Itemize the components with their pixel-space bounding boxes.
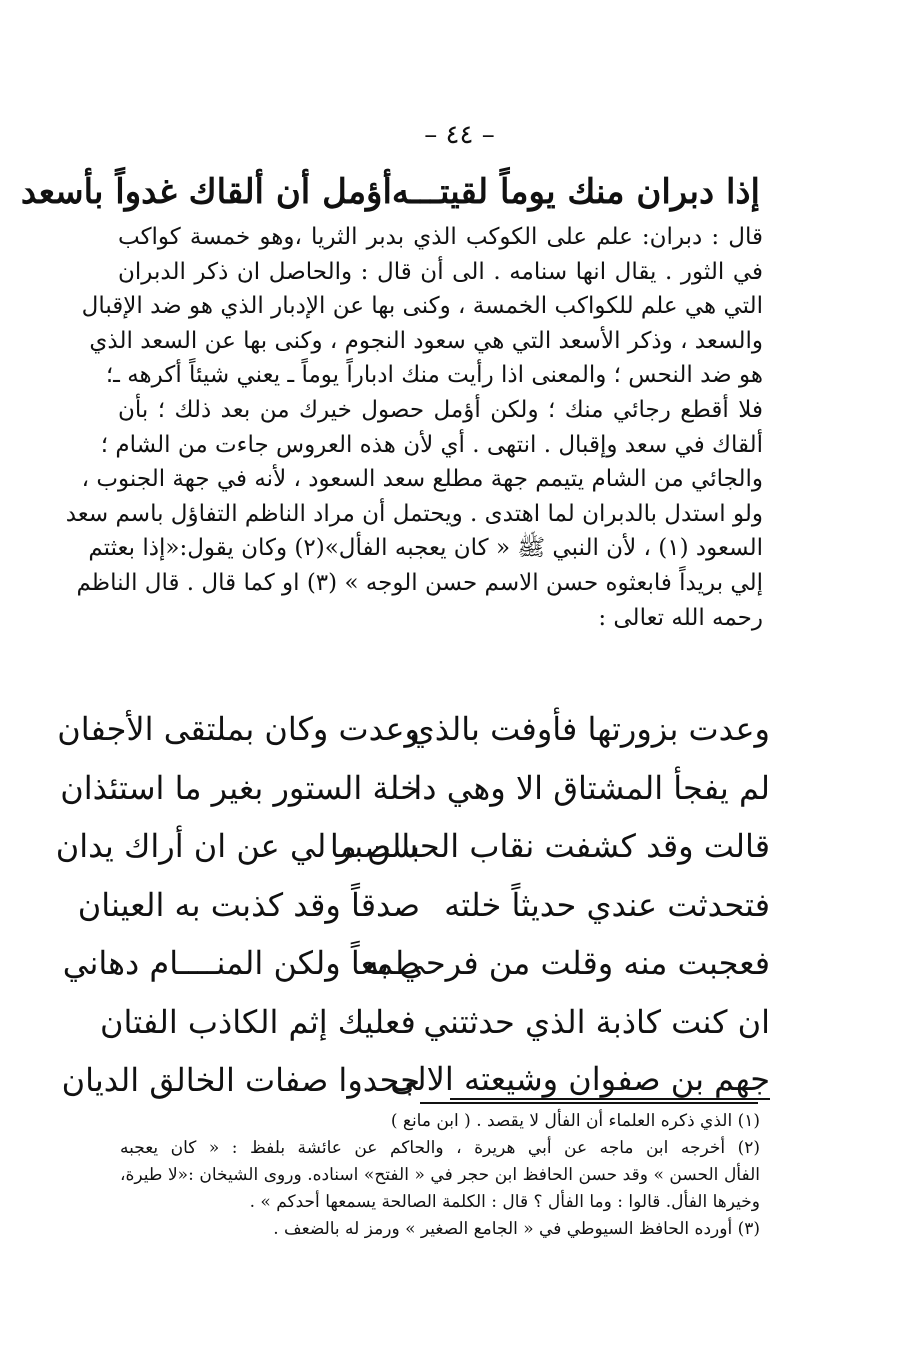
poem-first-hemistich: جهم بن صفوان وشيعته الالى: [390, 1060, 770, 1099]
commentary-line: والسعد ، وذكر الأسعد التي هي سعود النجوم ، وكنى بها عن السعد الذي: [89, 327, 763, 354]
poem-verse: [100, 993, 770, 1052]
opening-verse-first-hemistich: إذا دبران منك يوماً لقيتـــه: [391, 172, 760, 212]
page-number: – ٤٤ –: [424, 120, 495, 150]
commentary-line: ألقاك في سعد وإقبال . انتهى . أي لأن هذه العروس جاءت من الشام ؛: [100, 431, 763, 458]
poem: [55, 700, 770, 1110]
footnote-line: وخيرها الفأل. قالوا : وما الفأل ؟ قال : الكلمة الصالحة يسمعها أحدكم » .: [249, 1192, 760, 1212]
commentary-line: هو ضد النحس ؛ والمعنى اذا رأيت منك ادباراً يوماً ـ يعني شيئاً أكرهه ـ؛: [105, 362, 763, 389]
footnote-line: (٣) أورده الحافظ السيوطي في « الجامع الصغير » ورمز له بالضعف .: [273, 1219, 760, 1239]
poem-verse: [77, 876, 770, 935]
footnote-divider: [420, 1102, 758, 1104]
poem-verse: [60, 759, 770, 818]
commentary-line: السعود (١) ، لأن النبي ﷺ « كان يعجبه الفأل»(٢) وكان يقول:«إذا بعثتم: [88, 535, 763, 562]
commentary-paragraph: [65, 220, 763, 635]
commentary-line: رحمه الله تعالى :: [598, 604, 763, 631]
poem-first-hemistich: قالت وقد كشفت نقاب الحسن ما: [329, 827, 770, 866]
commentary-line: فلا أقطع رجائي منك ؛ ولكن أؤمل حصول خيرك من بعد ذلك ؛ بأن: [118, 396, 763, 423]
footnote-line: الفأل الحسن » وقد حسن الحافظ ابن حجر في « الفتح» اسناده. وروى الشيخان :«لا طيرة،: [120, 1165, 760, 1185]
poem-second-hemistich: فعليك إثم الكاذب الفتان: [100, 1002, 416, 1041]
opening-verse: [20, 168, 760, 216]
poem-verse: [61, 1051, 770, 1110]
commentary-line: إلي بريداً فابعثوه حسن الاسم حسن الوجه » (٣) او كما قال . قال الناظم: [76, 569, 763, 596]
poem-second-hemistich: صدقاً وقد كذبت به العينان: [77, 885, 420, 924]
poem-first-hemistich: فعجبت منه وقلت من فرحي به: [362, 944, 770, 983]
commentary-line: ولو استدل بالدبران لما اهتدى . ويحتمل أن مراد الناظم التفاؤل باسم سعد: [65, 500, 763, 527]
commentary-line: التي هي علم للكواكب الخمسة ، وكنى بها عن الإدبار الذي هو ضد الإقبال: [81, 293, 763, 320]
footnote-line: (١) الذي ذكره العلماء أن الفأل لا يقصد . ( ابن مانع ): [390, 1111, 760, 1131]
poem-first-hemistich: لم يفجأ المشتاق الا وهي دا: [413, 768, 770, 807]
poem-first-hemistich: فتحدثت عندي حديثاً خلته: [444, 885, 770, 924]
poem-verse: [55, 817, 770, 876]
commentary-line: والجائي من الشام يتيمم جهة مطلع سعد السعود ، لأنه في جهة الجنوب ،: [81, 466, 763, 493]
poem-second-hemistich: وعدت وكان بملتقى الأجفان: [57, 710, 420, 749]
opening-verse-second-hemistich: أؤمل أن ألقاك غدواً بأسعد: [20, 172, 392, 212]
poem-verse: [62, 934, 770, 993]
poem-second-hemistich: طمعاً ولكن المنــــام دهاني: [62, 944, 420, 983]
poem-verse: [57, 700, 770, 759]
footnote-line: (٢) أخرجه ابن ماجه عن أبي هريرة ، والحاكم عن عائشة بلفظ : « كان يعجبه: [120, 1138, 760, 1158]
commentary-line: قال : دبران: علم على الكوكب الذي بدبر الثريا ،وهو خمسة كواكب: [118, 224, 763, 250]
poem-first-hemistich: وعدت بزورتها فأوفت بالذي: [409, 710, 770, 749]
commentary-line: في الثور . يقال انها سنامه . الى أن قال : والحاصل ان ذكر الدبران: [118, 258, 763, 285]
poem-second-hemistich: جحدوا صفات الخالق الديان: [61, 1061, 420, 1100]
poem-second-hemistich: بالصبر لي عن ان أراك يدان: [55, 827, 420, 866]
footnotes: [120, 1108, 760, 1243]
poem-first-hemistich: ان كنت كاذبة الذي حدثتني: [423, 1002, 770, 1041]
poem-second-hemistich: خلة الستور بغير ما استئذان: [60, 768, 420, 807]
